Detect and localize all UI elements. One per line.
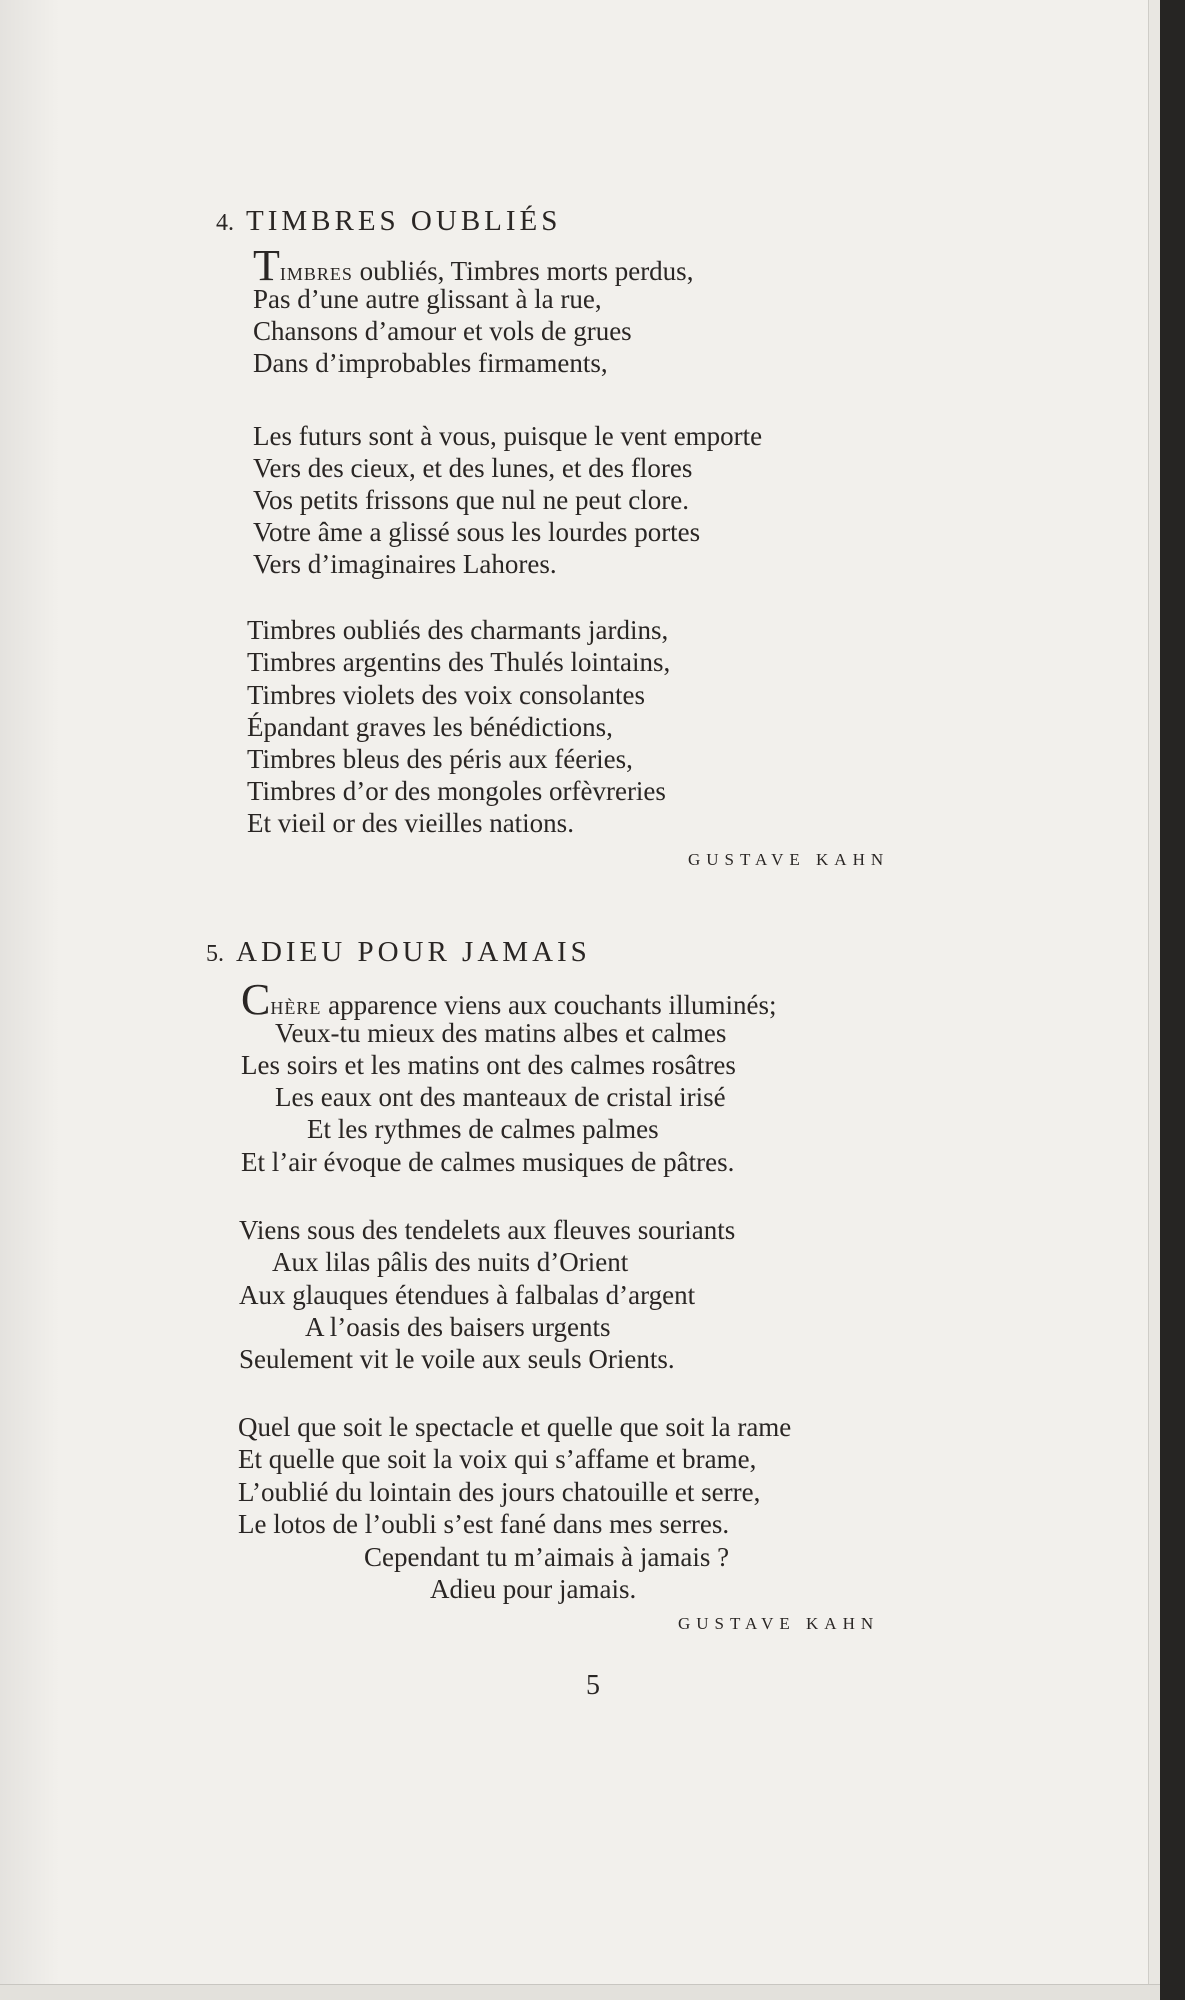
scan-background	[1160, 0, 1185, 2000]
poem-line: Les futurs sont à vous, puisque le vent emporte	[253, 421, 763, 451]
poem-5-dropcap: C	[241, 975, 271, 1024]
poem-line: Pas d’une autre glissant à la rue,	[253, 284, 602, 314]
poem-line: Vers des cieux, et des lunes, et des flores	[253, 453, 693, 483]
poem-line: Quel que soit le spectacle et quelle que soit la rame	[238, 1412, 792, 1442]
poem-line: Viens sous des tendelets aux fleuves souriants	[239, 1215, 736, 1245]
poem-line: Chansons d’amour et vols de grues	[253, 316, 632, 346]
poem-line: Aux lilas pâlis des nuits d’Orient	[272, 1247, 629, 1277]
poem-4-dropcap: T	[253, 241, 280, 290]
poem-line: A l’oasis des baisers urgents	[305, 1312, 611, 1342]
poem-4-title: TIMBRES OUBLIÉS	[246, 205, 562, 237]
poem-4-first-smallcaps: IMBRES	[279, 264, 353, 284]
poem-5-heading	[206, 936, 591, 969]
poem-line: Cependant tu m’aimais à jamais ?	[364, 1542, 730, 1572]
poem-5-first-smallcaps: HÈRE	[270, 998, 322, 1018]
fold-shadow	[0, 0, 60, 1984]
poem-line: Timbres bleus des péris aux féeries,	[247, 744, 633, 774]
poem-line: Vers d’imaginaires Lahores.	[253, 549, 557, 579]
poem-4-author: GUSTAVE KAHN	[688, 850, 890, 869]
poem-line: Timbres violets des voix consolantes	[247, 680, 645, 710]
poem-4-first-rest: oubliés, Timbres morts perdus,	[352, 256, 694, 286]
poem-line: Vos petits frissons que nul ne peut clore.	[253, 485, 689, 515]
poem-4-heading	[216, 205, 561, 238]
page-bottom-edge	[0, 1984, 1160, 2000]
poem-line: Et vieil or des vieilles nations.	[247, 808, 574, 838]
poem-line: Dans d’improbables firmaments,	[253, 348, 608, 378]
poem-line: Et les rythmes de calmes palmes	[307, 1114, 659, 1144]
poem-line: Et l’air évoque de calmes musiques de pâtres.	[241, 1147, 735, 1177]
poem-line: Épandant graves les bénédictions,	[247, 712, 613, 742]
page-number: 5	[586, 1670, 600, 1701]
poem-5-author: GUSTAVE KAHN	[678, 1614, 880, 1633]
poem-line: Le lotos de l’oubli s’est fané dans mes serres.	[238, 1509, 730, 1539]
poem-line: Seulement vit le voile aux seuls Orients.	[239, 1344, 675, 1374]
poem-line: Aux glauques étendues à falbalas d’argent	[239, 1280, 696, 1310]
poem-line: Timbres argentins des Thulés lointains,	[247, 647, 671, 677]
poem-5-number: 5.	[206, 941, 224, 967]
poem-line: Les soirs et les matins ont des calmes rosâtres	[241, 1050, 736, 1080]
poem-line: Votre âme a glissé sous les lourdes portes	[253, 517, 701, 547]
poem-line: Et quelle que soit la voix qui s’affame et brame,	[238, 1444, 757, 1474]
poem-line: L’oublié du lointain des jours chatouille et serre,	[238, 1477, 761, 1507]
poem-line: Timbres d’or des mongoles orfèvreries	[247, 776, 666, 806]
poem-line: Timbres oubliés des charmants jardins,	[247, 615, 669, 645]
poem-4-number: 4.	[216, 210, 234, 236]
poem-line: Les eaux ont des manteaux de cristal irisé	[275, 1082, 726, 1112]
poem-5-first-rest: apparence viens aux couchants illuminés;	[321, 990, 777, 1020]
poem-line: Adieu pour jamais.	[430, 1574, 637, 1604]
poem-line: Veux-tu mieux des matins albes et calmes	[275, 1018, 727, 1048]
poem-5-title: ADIEU POUR JAMAIS	[236, 936, 591, 968]
